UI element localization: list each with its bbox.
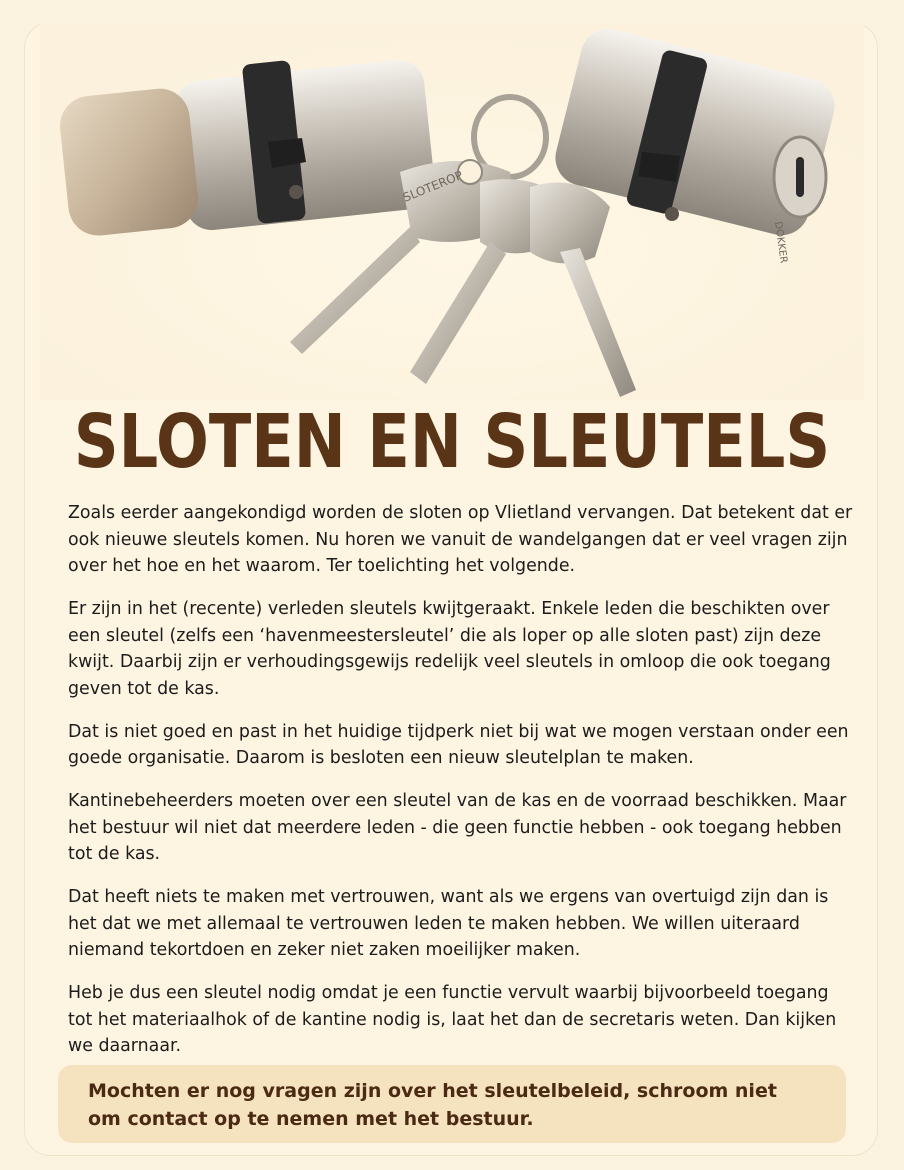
paragraph-4: Kantinebeheerders moeten over een sleutel van de kas en de voorraad beschikken. Maar het bestuur wil niet dat meerdere leden - die geen functie hebben - ook toegang hebben tot de kas.	[68, 791, 847, 864]
cylinder-brand-engraving: DOKKER	[772, 220, 789, 264]
locks-and-keys-illustration	[40, 22, 864, 400]
callout-text: Mochten er nog vragen zijn over het sleutelbeleid, schroom niet om contact op te nemen met het bestuur.	[88, 1080, 777, 1130]
article-body	[68, 500, 858, 1076]
page-title: SLOTEN EN SLEUTELS	[73, 399, 831, 485]
paragraph-1: Zoals eerder aangekondigd worden de sloten op Vlietland vervangen. Dat betekent dat er ook nieuwe sleutels komen. Nu horen we vanuit de wandelgangen dat er veel vragen zijn over het hoe en het waarom. Ter toelichting het volgende.	[68, 503, 853, 576]
contact-callout	[58, 1065, 846, 1143]
paragraph-5: Dat heeft niets te maken met vertrouwen, want als we ergens van overtuigd zijn dan is het dat we met allemaal te vertrouwen leden te maken hebben. We willen uiteraard niemand tekortdoen en zeker niet zaken moeilijker maken.	[68, 887, 829, 960]
paragraph-2: Er zijn in het (recente) verleden sleutels kwijtgeraakt. Enkele leden die beschikten over een sleutel (zelfs een ‘havenmeestersleutel’ die als loper op alle sloten past) zijn deze kwijt. Daarbij zijn er verhoudingsgewijs redelijk veel sleutels in omloop die ook toegang geven tot de kas.	[68, 599, 831, 699]
paragraph-3: Dat is niet goed en past in het huidige tijdperk niet bij wat we mogen verstaan onder een goede organisatie. Daarom is besloten een nieuw sleutelplan te maken.	[68, 721, 849, 768]
key-brand-engraving: SLOTEROP	[400, 168, 465, 205]
paragraph-6: Heb je dus een sleutel nodig omdat je een functie vervult waarbij bijvoorbeeld toegang tot het materiaalhok of de kantine nodig is, laat het dan de secretaris weten. Dan kijken we daarnaar.	[68, 983, 837, 1056]
